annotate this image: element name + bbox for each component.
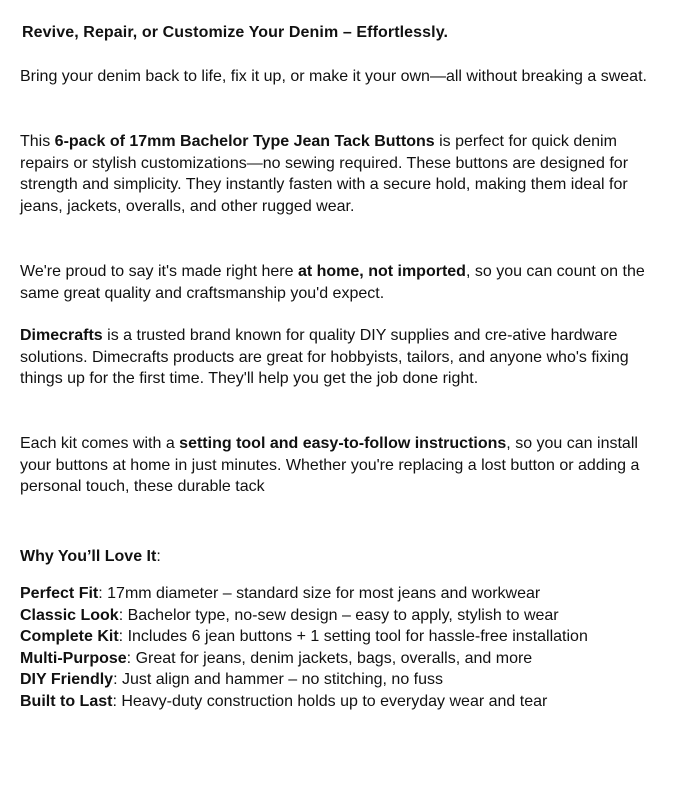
feature-item: DIY Friendly : Just align and hammer – no stitching, no fuss [20,669,670,691]
feature-item: Multi-Purpose : Great for jeans, denim jackets, bags, overalls, and more [20,648,670,670]
origin-bold: at home, not imported [297,263,466,280]
product-name-bold: 6-pack of 17mm Bachelor Type Jean Tack Buttons [54,133,435,150]
brand-paragraph [20,325,670,390]
feature-item: Perfect Fit : 17mm diameter – standard size for most jeans and workwear [20,583,670,605]
origin-text-rest: , so you can count on the same great quality and craftsmanship you'd expect. [20,263,645,302]
product-text-rest: is perfect for quick denim repairs or stylish customizations—no sewing required. These buttons are designed for strength and simplicity. They instantly fasten with a secure hold, making them ideal for jeans, jackets, overalls, and other rugged wear. [20,133,629,215]
feature-list [20,583,670,712]
feature-title: DIY Friendly [20,671,114,688]
product-paragraph [20,131,670,217]
kit-text-rest: , so you can install your buttons at home in just minutes. Whether you're replacing a lost button or adding a personal touch, these durable tack [20,435,640,495]
kit-text-start: Each kit comes with a [20,435,180,452]
intro-text: Bring your denim back to life, fix it up, or make it your own—all without breaking a sweat. [20,68,647,85]
brand-name-bold: Dimecrafts [20,327,103,344]
why-title-colon: : [156,548,161,565]
feature-description: Just align and hammer – no stitching, no fuss [121,671,444,688]
why-love-it-title [20,548,161,566]
feature-item: Built to Last : Heavy-duty construction holds up to everyday wear and tear [20,691,670,713]
brand-text: is a trusted brand known for quality DIY supplies and cre-ative hardware solutions. Dimecrafts products are great for hobbyists, tailors, and anyone who's fixing things up for the first time. They'll help you get the job done right. [20,327,629,387]
feature-description: Great for jeans, denim jackets, bags, overalls, and more [135,649,533,667]
kit-paragraph [20,433,670,498]
intro-paragraph [20,66,670,88]
kit-bold: setting tool and easy-to-follow instructions [179,435,507,452]
feature-title: Multi-Purpose [20,649,127,667]
feature-title: Complete Kit [20,628,119,645]
product-text-start: This [20,133,55,150]
feature-title: Classic Look [20,606,119,624]
feature-title: Built to Last [20,692,113,710]
description-heading: Revive, Repair, or Customize Your Denim – Effortlessly. [22,24,449,41]
why-title-bold: Why You’ll Love It [20,548,157,565]
origin-paragraph [20,261,670,304]
feature-description: Bachelor type, no-sew design – easy to apply, stylish to wear [127,606,559,624]
origin-text-start: We're proud to say it's made right here [20,263,298,280]
feature-title: Perfect Fit [20,585,99,602]
feature-item: Classic Look : Bachelor type, no-sew design – easy to apply, stylish to wear [20,605,670,627]
feature-description: 17mm diameter – standard size for most jeans and workwear [107,585,541,602]
feature-item: Complete Kit : Includes 6 jean buttons + 1 setting tool for hassle-free installation [20,626,670,648]
feature-description: Heavy-duty construction holds up to everyday wear and tear [121,692,548,710]
feature-description: Includes 6 jean buttons + 1 setting tool for hassle-free installation [127,628,588,645]
